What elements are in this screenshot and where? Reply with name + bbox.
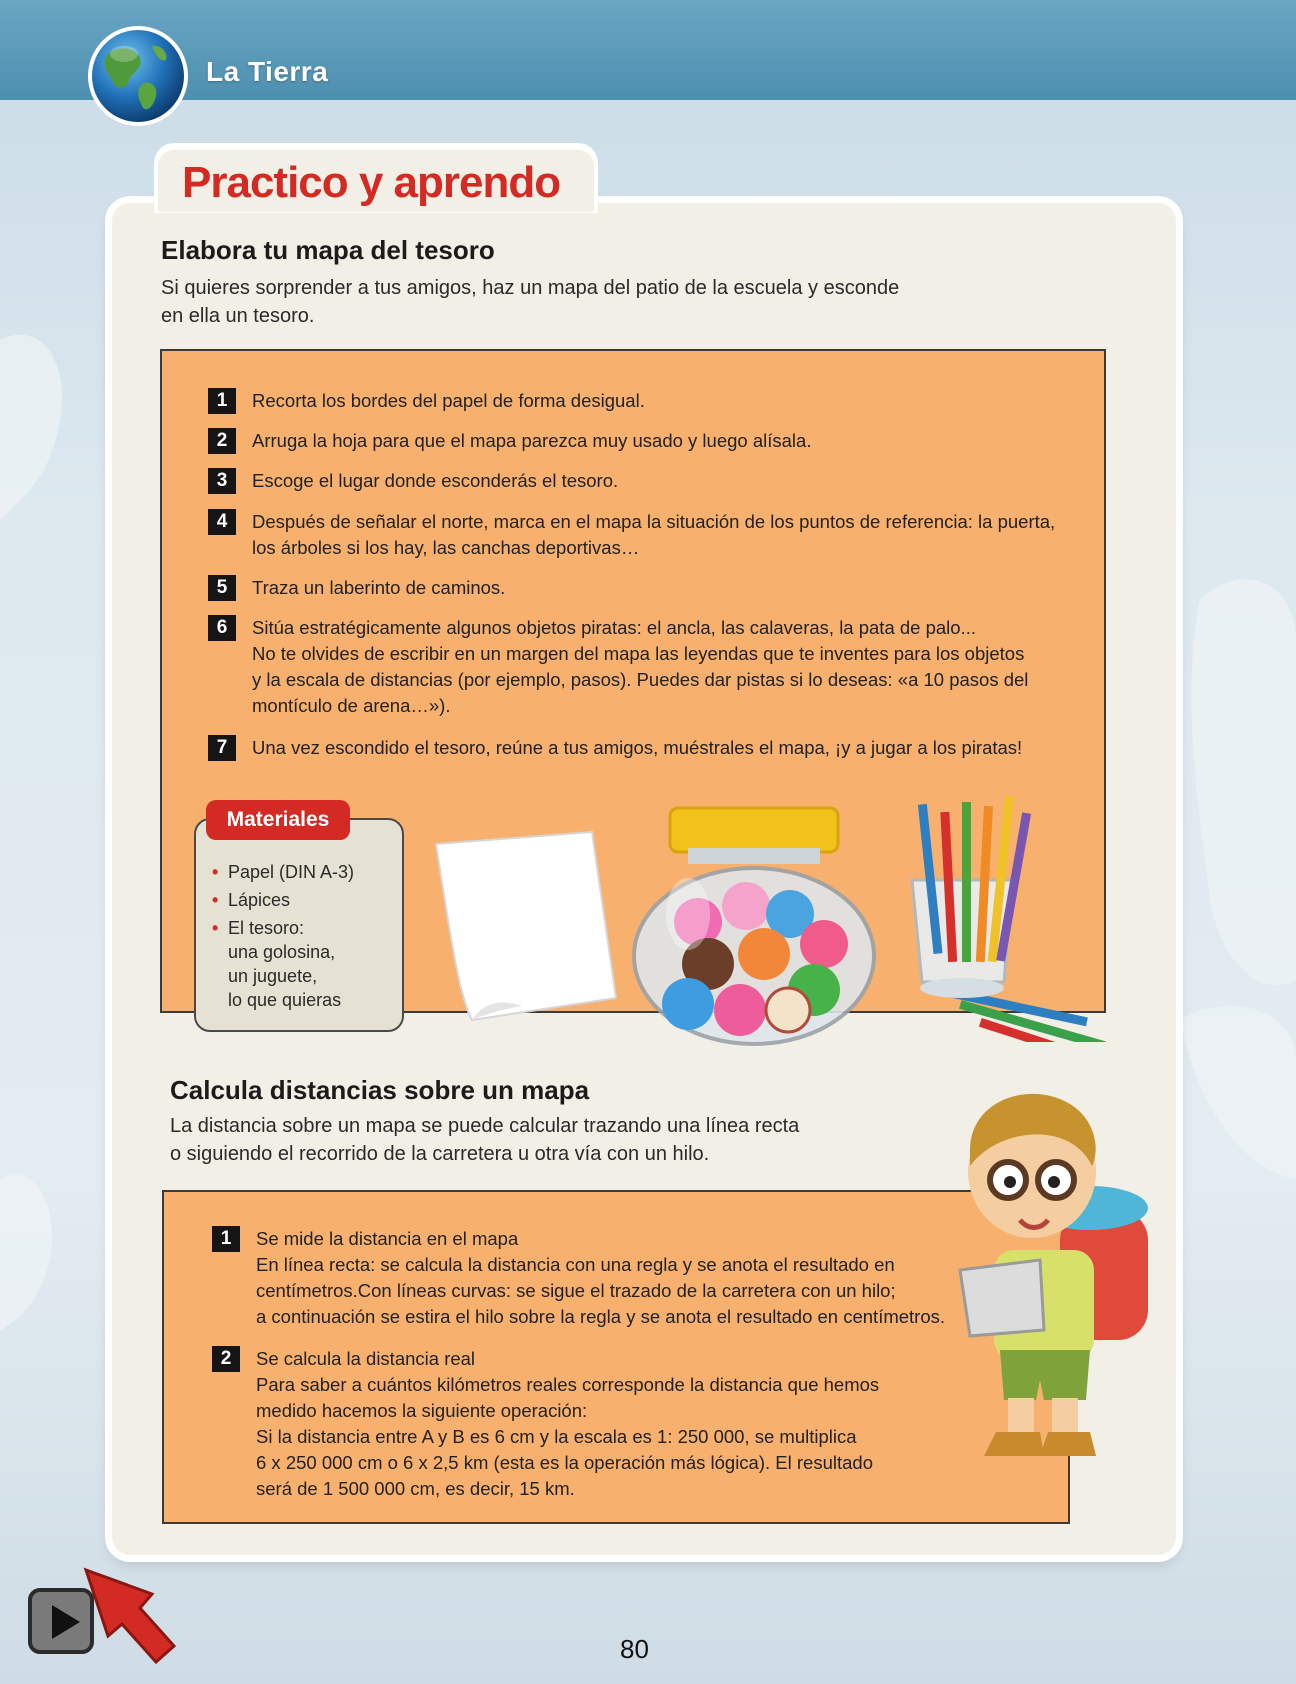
treasure-step-7 (208, 735, 1022, 761)
step-text: Después de señalar el norte, marca en el mapa la situación de los puntos de referencia: la puerta, los árboles si los hay, las canchas deportivas… (252, 511, 1056, 558)
step-text: Arruga la hoja para que el mapa parezca muy usado y luego alísala. (252, 430, 812, 451)
step-number: 5 (208, 575, 236, 601)
step-number: 2 (212, 1346, 240, 1372)
step-number: 4 (208, 509, 236, 535)
materials-label: Materiales (206, 800, 350, 840)
treasure-map-intro-line-1: Si quieres sorprender a tus amigos, haz un mapa del patio de la escuela y esconde (161, 277, 900, 299)
distance-step-1 (212, 1226, 945, 1330)
play-icon[interactable] (28, 1588, 94, 1654)
candy-jar-illustration (628, 804, 884, 1048)
materials-item: • El tesoro: una golosina, un juguete, lo que quieras (212, 916, 354, 1012)
step-number: 2 (208, 428, 236, 454)
treasure-map-heading: Elabora tu mapa del tesoro (161, 235, 495, 265)
colored-pencils-illustration (900, 792, 1142, 1042)
page-number: 80 (620, 1634, 649, 1664)
step-number: 6 (208, 615, 236, 641)
step-text: Se calcula la distancia real Para saber a cuántos kilómetros reales corresponde la distancia que hemos medido hacemos la siguiente operación: Si la distancia entre A y B es 6 cm y la escala es 1: 250 000, se multiplica 6 x 250 000 cm o 6 x 2,5 km (esta es la operación más lógica). El resultado será de 1 500 000 cm, es decir, 15 km. (256, 1348, 880, 1499)
treasure-step-3 (208, 468, 618, 494)
step-text: Recorta los bordes del papel de forma desigual. (252, 390, 645, 411)
step-text: Escoge el lugar donde esconderás el tesoro. (252, 470, 619, 491)
distance-step-2 (212, 1346, 879, 1502)
globe-icon (86, 24, 190, 128)
treasure-step-2 (208, 428, 811, 454)
treasure-step-1 (208, 388, 645, 414)
step-number: 1 (212, 1226, 240, 1252)
distances-intro-line-1: La distancia sobre un mapa se puede calcular trazando una línea recta (170, 1115, 800, 1137)
treasure-step-4 (208, 509, 1055, 561)
distances-heading: Calcula distancias sobre un mapa (170, 1075, 590, 1105)
paper-sheet-illustration (430, 828, 620, 1024)
step-number: 7 (208, 735, 236, 761)
chapter-title: La Tierra (206, 56, 329, 87)
distances-intro-line-2: o siguiendo el recorrido de la carretera u otra vía con un hilo. (170, 1143, 710, 1165)
materials-item: • Papel (DIN A-3) (212, 860, 354, 884)
pointer-arrow-icon (82, 1564, 178, 1664)
treasure-step-6 (208, 615, 1028, 719)
treasure-map-intro-line-2: en ella un tesoro. (161, 305, 315, 327)
chapter-header-bar (0, 0, 1296, 100)
step-text: Se mide la distancia en el mapa En línea recta: se calcula la distancia con una regla y se anota el resultado en centímetros.Con líneas curvas: se sigue el trazado de la carretera con un hilo; a continuación se estira el hilo sobre la regla y se anota el resultado en centímetros. (256, 1228, 946, 1327)
materials-list (212, 860, 354, 1016)
step-text: Sitúa estratégicamente algunos objetos piratas: el ancla, las calaveras, la pata de palo... No te olvides de escribir en un margen del mapa las leyendas que te inventes para los objetos y la escala de distancias (por ejemplo, pasos). Puedes dar pistas si lo deseas: «a 10 pasos del montículo de arena…»). (252, 617, 1029, 716)
activity-title: Practico y aprendo (182, 158, 561, 207)
treasure-step-5 (208, 575, 505, 601)
explorer-boy-illustration (940, 1080, 1176, 1480)
step-number: 3 (208, 468, 236, 494)
step-text: Una vez escondido el tesoro, reúne a tus amigos, muéstrales el mapa, ¡y a jugar a los piratas! (252, 737, 1023, 758)
step-number: 1 (208, 388, 236, 414)
step-text: Traza un laberinto de caminos. (252, 577, 506, 598)
materials-item: • Lápices (212, 888, 354, 912)
